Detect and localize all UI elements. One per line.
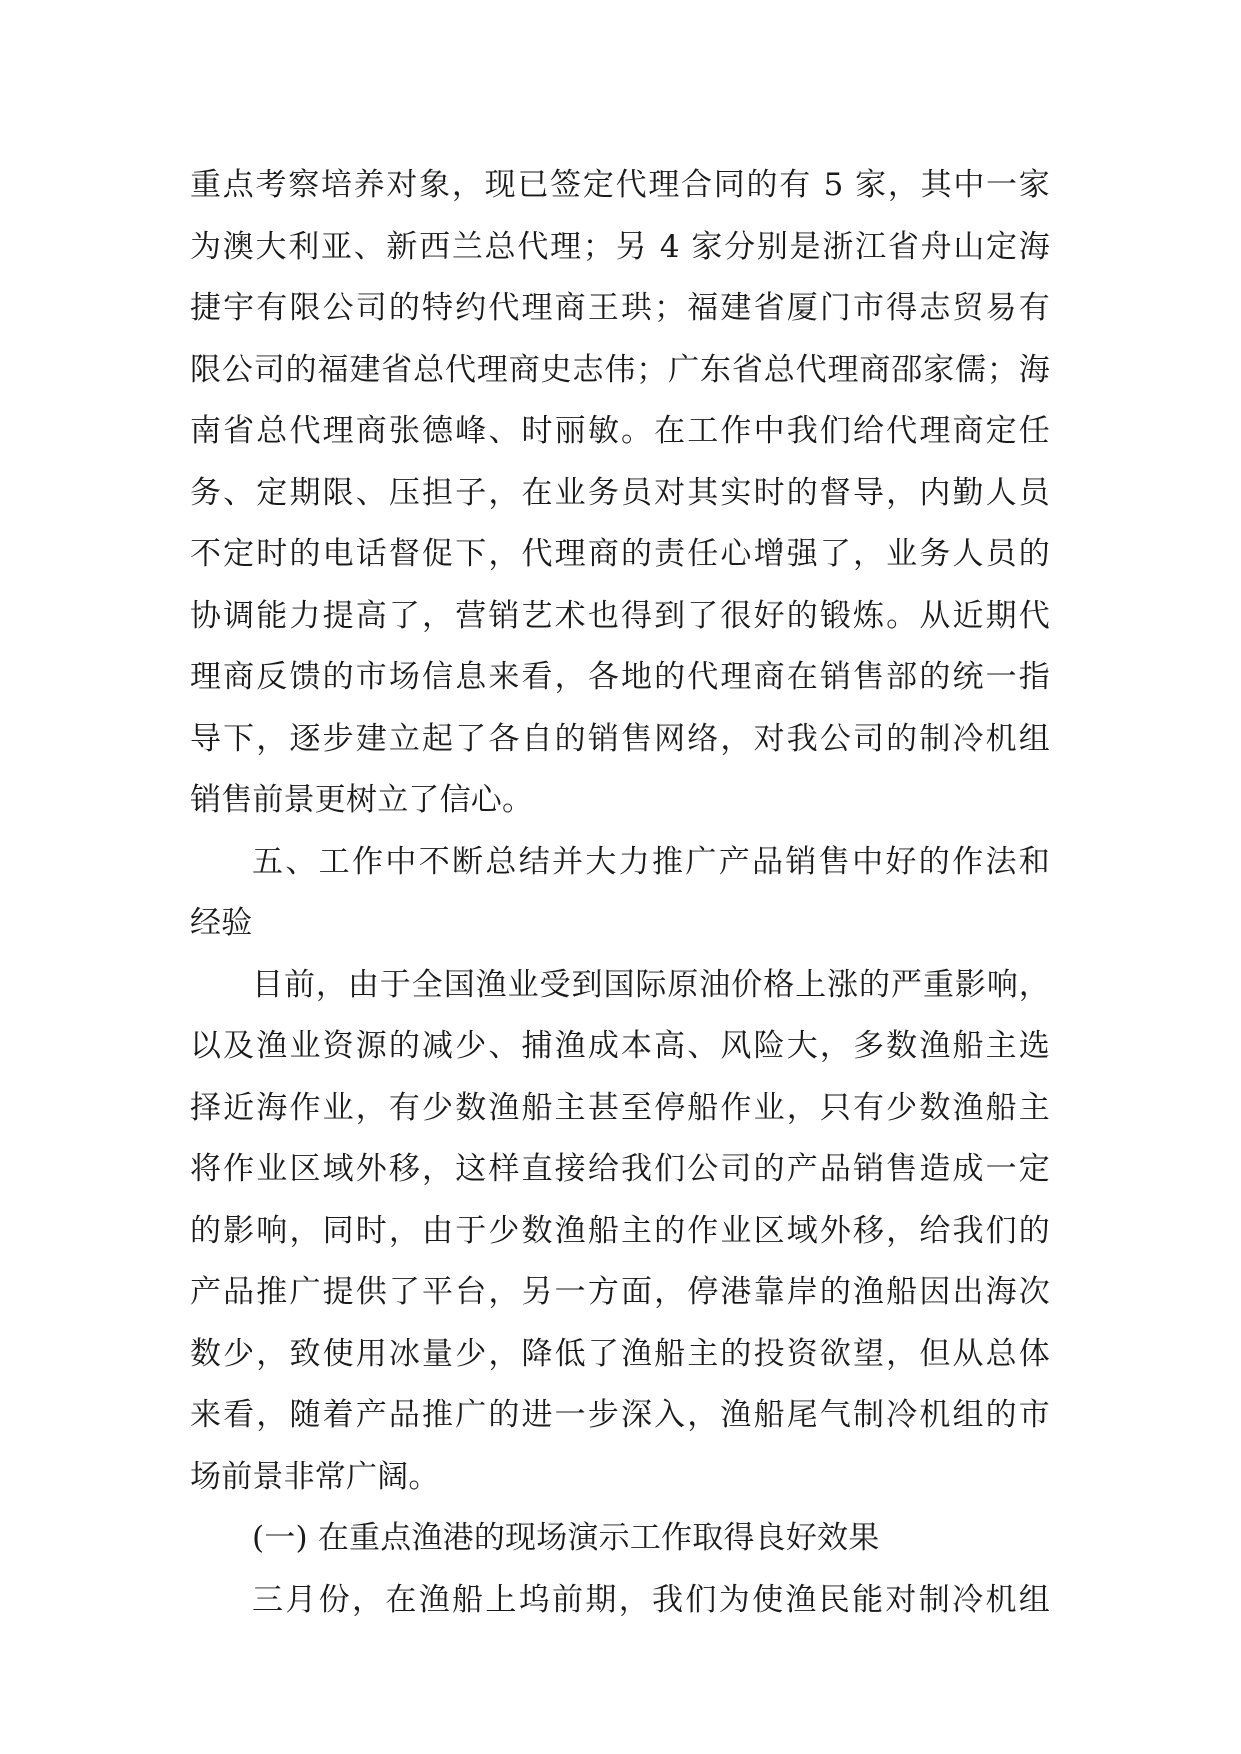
text-line: 场前景非常广阔。: [190, 1458, 440, 1495]
text-line: 的影响，同时，由于少数渔船主的作业区域外移，给我们的: [190, 1212, 1050, 1249]
text-line: 协调能力提高了，营销艺术也得到了很好的锻炼。从近期代: [190, 597, 1050, 634]
text-line: 南省总代理商张德峰、时丽敏。在工作中我们给代理商定任: [190, 413, 1050, 449]
section-heading-line: 经验: [190, 905, 253, 941]
text-line: 理商反馈的市场信息来看，各地的代理商在销售部的统一指: [190, 659, 1050, 695]
text-line: 务、定期限、压担子，在业务员对其实时的督导，内勤人员: [190, 474, 1050, 511]
document-body: [190, 155, 1050, 1631]
subsection-heading-line: (一) 在重点渔港的现场演示工作取得良好效果: [252, 1520, 880, 1556]
text-line: 来看，随着产品推广的进一步深入，渔船尾气制冷机组的市: [190, 1397, 1050, 1433]
text-line: 重点考察培养对象，现已签定代理合同的有 5 家，其中一家: [190, 167, 1050, 203]
text-line: 限公司的福建省总代理商史志伟；广东省总代理商邵家儒；海: [190, 351, 1050, 388]
text-line: 产品推广提供了平台，另一方面，停港靠岸的渔船因出海次: [190, 1274, 1050, 1310]
section-heading-line: 五、工作中不断总结并大力推广产品销售中好的作法和: [252, 843, 1050, 880]
text-line: 将作业区域外移，这样直接给我们公司的产品销售造成一定: [190, 1151, 1050, 1187]
text-line: 不定时的电话督促下，代理商的责任心增强了，业务人员的: [190, 536, 1050, 572]
text-line: 以及渔业资源的减少、捕渔成本高、风险大，多数渔船主选: [190, 1028, 1050, 1064]
text-line: 为澳大利亚、新西兰总代理；另 4 家分别是浙江省舟山定海: [190, 228, 1050, 265]
text-line: 目前，由于全国渔业受到国际原油价格上涨的严重影响，: [252, 966, 1050, 1003]
text-line: 数少，致使用冰量少，降低了渔船主的投资欲望，但从总体: [190, 1335, 1050, 1372]
text-line: 导下，逐步建立起了各自的销售网络，对我公司的制冷机组: [190, 720, 1050, 757]
text-line: 三月份，在渔船上坞前期，我们为使渔民能对制冷机组: [252, 1581, 1050, 1618]
text-line: 择近海作业，有少数渔船主甚至停船作业，只有少数渔船主: [190, 1089, 1050, 1126]
text-line: 捷宇有限公司的特约代理商王珙；福建省厦门市得志贸易有: [190, 290, 1050, 326]
text-line: 销售前景更树立了信心。: [190, 782, 534, 818]
